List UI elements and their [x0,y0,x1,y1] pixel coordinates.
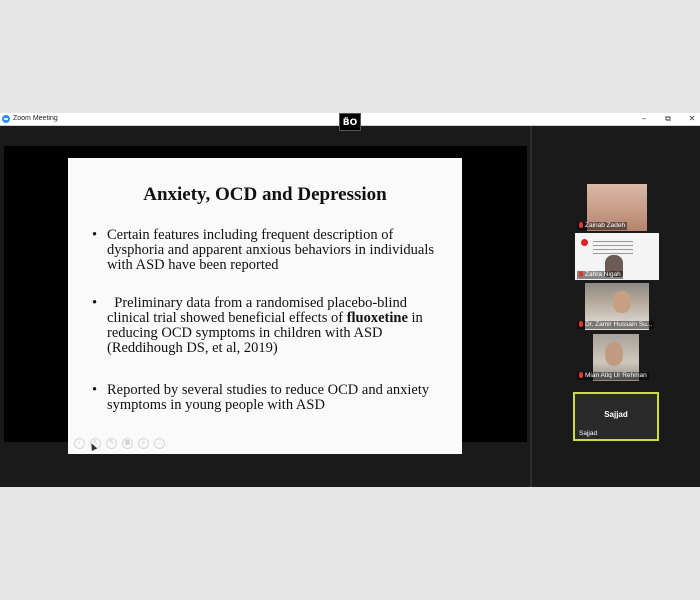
maximize-button[interactable]: ⧉ [665,114,671,123]
pen-icon[interactable]: ✎ [106,438,117,449]
window-title: Zoom Meeting [13,115,58,122]
camera-brand-logo: B̈O [339,113,361,131]
bullet-text: Certain features including frequent description of dysphoria and apparent anxious behaviors in individuals with ASD have been reported [107,227,434,273]
participant-name-tag [577,321,654,329]
participant-face [613,291,631,313]
bullet-bold-term: fluoxetine [346,310,408,326]
zoom-icon[interactable]: ⌕ [138,438,149,449]
participant-name: Mian Atiq Ur Rehman [585,372,647,379]
bullet-text-end: in reducing OCD symptoms in children with ASD (Reddihough DS, et al, 2019) [107,310,423,356]
participant-name: Sajjad [579,430,598,437]
participant-face [605,342,623,366]
participant-gallery [532,126,700,487]
slides-icon[interactable]: ▦ [122,438,133,449]
slide-bullet-2 [92,296,438,356]
virtual-background-text [593,241,633,255]
mic-muted-icon [579,321,583,327]
slide-toolbar [74,438,165,449]
window-controls [640,113,696,125]
slide-bullet-1 [92,228,438,273]
bullet-marker: • [92,382,98,398]
presentation-slide [68,158,462,454]
participant-tile[interactable] [575,233,659,280]
close-button[interactable]: ✕ [688,114,696,123]
participant-tile[interactable] [575,184,659,231]
prev-icon[interactable]: ‹ [74,438,85,449]
mic-muted-icon [579,222,583,228]
zoom-app-icon [2,115,10,123]
slide-title: Anxiety, OCD and Depression [143,184,387,205]
participant-name-tag [577,430,599,438]
participant-name-tag [577,222,627,230]
zoom-window [0,113,700,487]
bullet-text [92,296,438,356]
active-speaker-tile[interactable] [573,392,659,441]
participant-display-name: Sajjad [604,410,628,419]
mic-muted-icon [579,271,583,277]
slide-bullet-3 [92,383,438,413]
bullet-marker: • [92,227,98,243]
virtual-background-logo [581,239,588,246]
participant-name: Zahra Nigah [585,271,621,278]
participant-tile[interactable] [575,334,659,381]
more-icon[interactable]: … [154,438,165,449]
participant-name-tag [577,271,623,279]
bullet-marker: • [92,295,98,311]
participant-name-tag [577,372,649,380]
participant-name: Dr. Zamir Hussain Su... [585,321,653,328]
bullet-text: Reported by several studies to reduce OCD and anxiety symptoms in young people with ASD [107,382,430,413]
minimize-button[interactable]: – [641,114,647,123]
participant-tile[interactable] [575,283,659,330]
mic-muted-icon [579,372,583,378]
participant-name: Zainab Zadeh [585,222,626,229]
pointer-icon[interactable]: ↖ [90,438,101,449]
bullet-text-start: Preliminary data from a randomised placebo-blind clinical trial showed beneficial effects of [107,295,407,326]
